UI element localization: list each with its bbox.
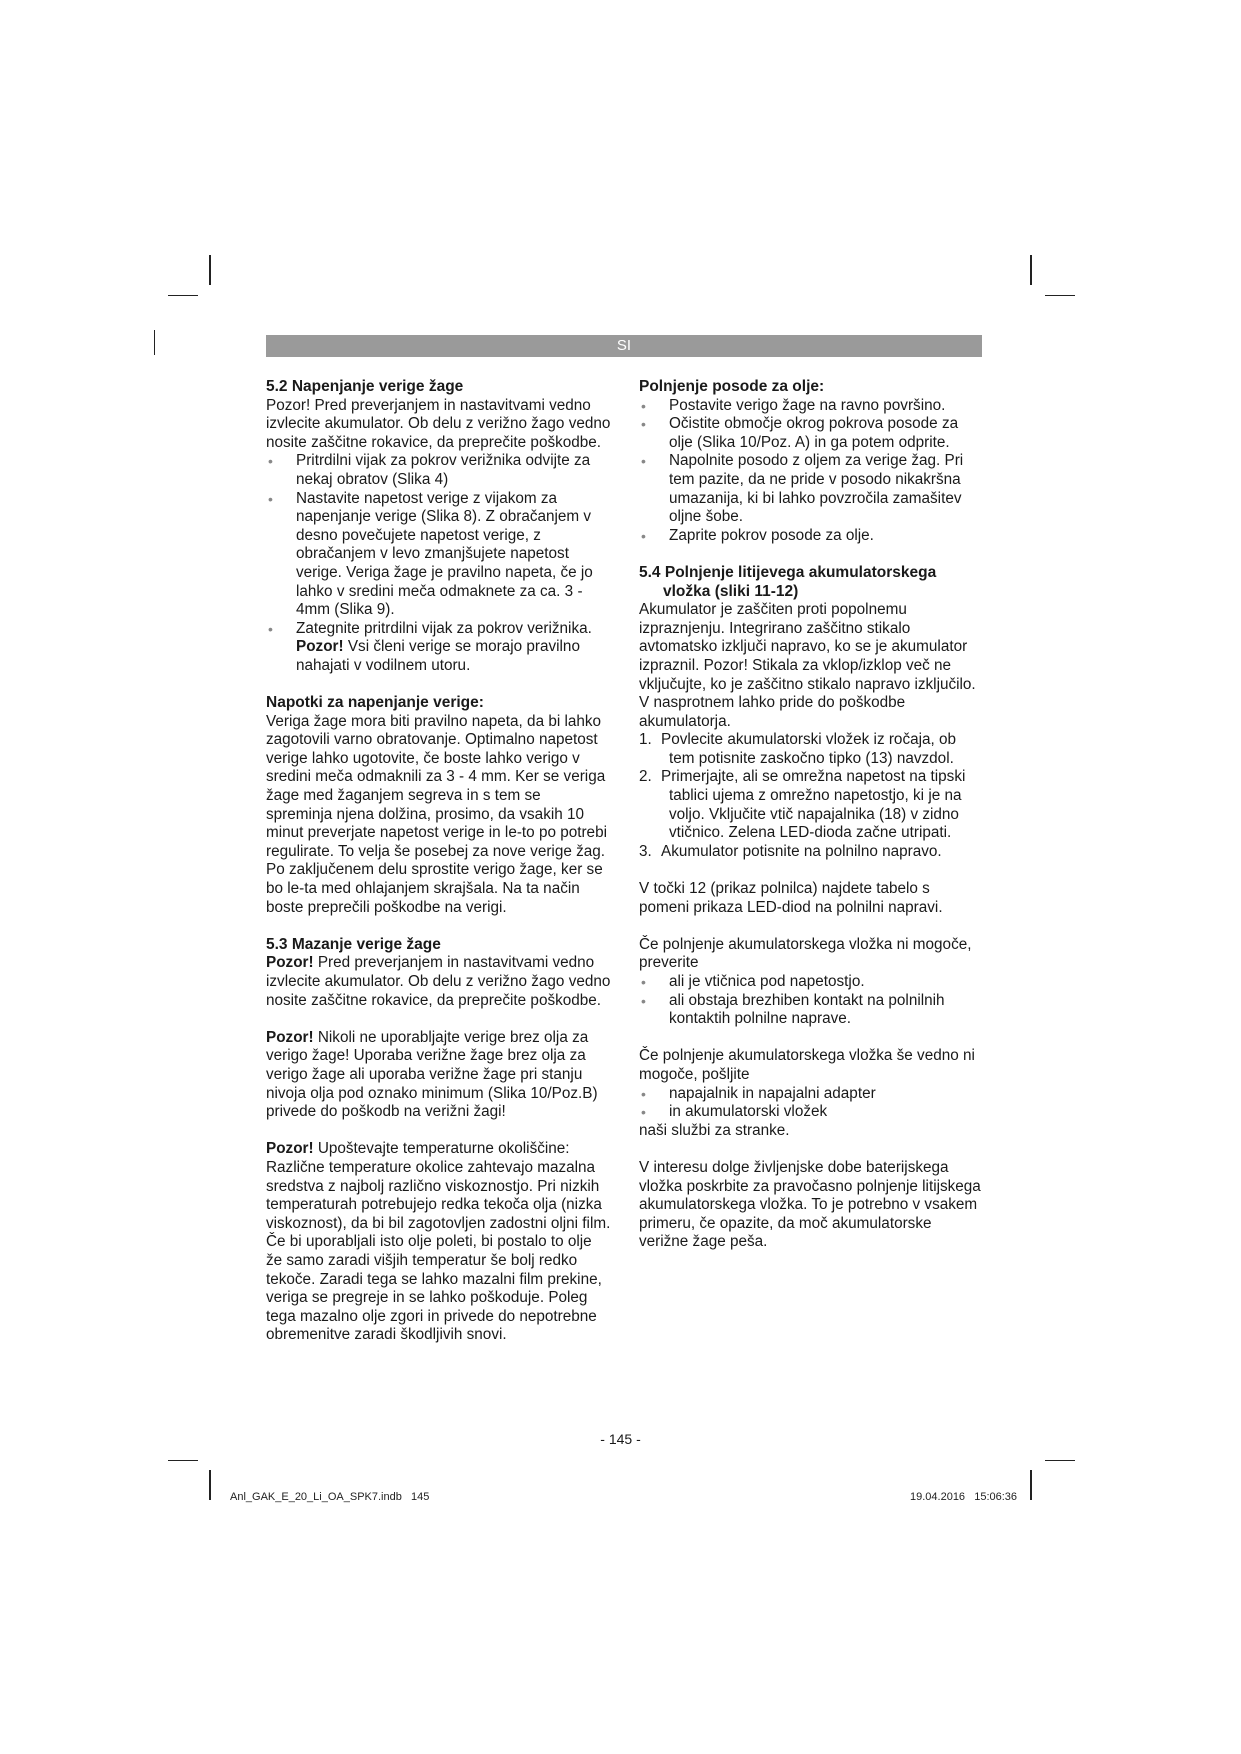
list-item: • ali obstaja brezhiben kontakt na polnilnih kontaktih polnilne naprave. (639, 992, 984, 1029)
tips-title: Napotki za napenjanje verige: (266, 694, 484, 712)
item-text: Primerjajte, ali se omrežna napetost na tipski (661, 768, 966, 786)
paragraph: V interesu dolge življenjske dobe baterijskega vložka poskrbite za pravočasno polnjenje litijskega akumulatorskega vložka. To je potrebno v vsakem primeru, če opazite, da moč akumulatorske verižne žage peša. (639, 1158, 981, 1251)
list-item: • Postavite verigo žage na ravno površino. (639, 397, 984, 416)
warning-label: Pozor! (296, 638, 344, 656)
crop-mark (209, 255, 211, 285)
crop-mark (1030, 1470, 1032, 1500)
paragraph-text: Nikoli ne uporabljajte verige brez olja za verigo žage! Uporaba verižne žage brez olja za verigo žage ali uporaba verižne žage pri stanju nivoja olja pod oznako minimum (Slika 10/Poz.B) privede do poškodb na verižni žagi! (266, 1028, 598, 1121)
list-item (266, 620, 611, 676)
warning-label: Pozor! (266, 1028, 314, 1046)
section-5-2-intro: Pozor! Pred preverjanjem in nastavitvami vedno izvlecite akumulator. Ob delu z verižno žago vedno nosite zaščitne rokavice, da preprečite poškodbe. (266, 396, 611, 451)
language-label: SI (616, 337, 632, 354)
crop-mark (168, 295, 198, 296)
left-column (266, 378, 611, 1345)
paragraph-text: Pred preverjanjem in nastavitvami vedno izvlecite akumulator. Ob delu z verižno žago vedno nosite zaščitne rokavice, da preprečite poškodbe. (266, 954, 611, 1009)
list-item: • in akumulatorski vložek (639, 1103, 984, 1122)
crop-mark (168, 1460, 198, 1461)
numbered-item (639, 843, 984, 862)
numbered-item (639, 731, 984, 768)
paragraph (266, 1029, 611, 1122)
paragraph: Če polnjenje akumulatorskega vložka ni mogoče, preverite (639, 935, 972, 972)
item-text: tem potisnite zaskočno tipko (13) navzdol. (669, 749, 954, 767)
crop-mark (209, 1470, 211, 1500)
list-item: • napajalnik in napajalni adapter (639, 1085, 984, 1104)
section-5-4-title (639, 564, 984, 601)
paragraph-text: Upoštevajte temperaturne okoliščine: Različne temperature okolice zahtevajo mazalna sredstva z najbolj različno viskoznostjo. Pri nizkih temperaturah potrebujejo redka tekoča olja (nizka viskoznost), da bi bil zagotovljen zadostni oljni film. Če bi uporabljali isto olje poleti, bi postalo to olje že samo zaradi višjih temperatur še bolj redko tekoče. Zaradi tega se lahko mazalni film prekine, veriga se pregreje in se lahko poškoduje. Poleg tega mazalno olje zgori in privede do nepotrebne obremenitve zaradi škodljivih snovi. (266, 1140, 611, 1344)
list-item: • Pritrdilni vijak za pokrov verižnika odvijte za nekaj obratov (Slika 4) (266, 452, 611, 489)
footer-date: 19.04.2016 15:06:36 (910, 1491, 1018, 1503)
list-item-text: Vsi členi verige se morajo pravilno nahajati v vodilnem utoru. (296, 638, 580, 674)
numbered-item (639, 768, 984, 842)
crop-mark (1045, 295, 1075, 296)
section-5-4-intro: Akumulator je zaščiten proti popolnemu izpraznjenju. Integrirano zaščitno stikalo avtomatsko izključi napravo, ko se je akumulator izpraznil. Pozor! Stikala za vklop/izklop več ne vključujte, ko je zaščitno stikalo napravo izključilo. V nasprotnem lahko pride do poškodbe akumulatorja. (639, 601, 976, 730)
list-item: • Napolnite posodo z oljem za verige žag. Pri tem pazite, da ne pride v posodo nikakršna umazanija, ki bi lahko povzročila zamašitev oljne šobe. (639, 452, 984, 526)
item-number: 2. (639, 768, 652, 786)
warning-label: Pozor! (266, 954, 314, 972)
paragraph (266, 1140, 611, 1345)
crop-mark (1045, 1460, 1075, 1461)
crop-mark (154, 330, 155, 355)
section-5-4-title-line1: 5.4 Polnjenje litijevega akumulatorskega (639, 563, 937, 581)
crop-mark (1030, 255, 1032, 285)
item-text: Povlecite akumulatorski vložek iz ročaja, ob (661, 731, 957, 749)
right-column (639, 378, 984, 1252)
tips-text: Veriga žage mora biti pravilno napeta, da bi lahko zagotovili varno obratovanje. Optimalno napetost verige lahko ugotovite, če boste lahko verigo v sredini meča odmaknili za 3 - 4 mm. Ker se veriga žage med žaganjem segreva in s tem se spreminja njena dolžina, prosimo, da vsakih 10 minut preverjate napetost verige in le-to po potrebi regulirate. To velja še posebej za nove verige žag. Po zaključenem delu sprostite verigo žage, ker se bo le-ta med ohlajanjem skrajšala. Na ta način boste preprečili poškodbe na verigi. (266, 712, 607, 916)
paragraph: naši službi za stranke. (639, 1121, 790, 1139)
page-number: - 145 - (600, 1431, 641, 1447)
item-number: 1. (639, 731, 652, 749)
footer-file: Anl_GAK_E_20_Li_OA_SPK7.indb 145 (230, 1491, 430, 1503)
item-text: tablici ujema z omrežno napetostjo, ki je na voljo. Vključite vtič napajalnika (18) v zidno vtičnico. Zelena LED-dioda začne utripati. (669, 787, 962, 842)
paragraph: Če polnjenje akumulatorskega vložka še vedno ni mogoče, pošljite (639, 1047, 975, 1083)
item-text: Akumulator potisnite na polnilno napravo. (661, 842, 942, 860)
list-item: • Zaprite pokrov posode za olje. (639, 527, 984, 546)
paragraph: V točki 12 (prikaz polnilca) najdete tabelo s pomeni prikaza LED-diod na polnilni napravi. (639, 880, 943, 916)
language-header-bar (266, 335, 982, 357)
oil-fill-title: Polnjenje posode za olje: (639, 378, 825, 395)
warning-label: Pozor! (266, 1140, 314, 1158)
list-item-text: Zategnite pritrdilni vijak za pokrov verižnika. (296, 619, 592, 637)
list-item: • ali je vtičnica pod napetostjo. (639, 973, 984, 992)
paragraph (266, 954, 611, 1010)
list-item: • Očistite območje okrog pokrova posode za olje (Slika 10/Poz. A) in ga potem odprite. (639, 415, 984, 452)
section-5-3-title: 5.3 Mazanje verige žage (266, 935, 441, 953)
section-5-2-title: 5.2 Napenjanje verige žage (266, 378, 464, 395)
section-5-4-title-line2: vložka (sliki 11-12) (663, 582, 799, 600)
list-item: • Nastavite napetost verige z vijakom za napenjanje verige (Slika 8). Z obračanjem v desno povečujete napetost verige, z obračanjem v levo zmanjšujete napetost verige. Veriga žage je pravilno napeta, če jo lahko v sredini meča odmaknete za ca. 3 - 4mm (Slika 9). (266, 490, 611, 620)
item-number: 3. (639, 842, 652, 860)
